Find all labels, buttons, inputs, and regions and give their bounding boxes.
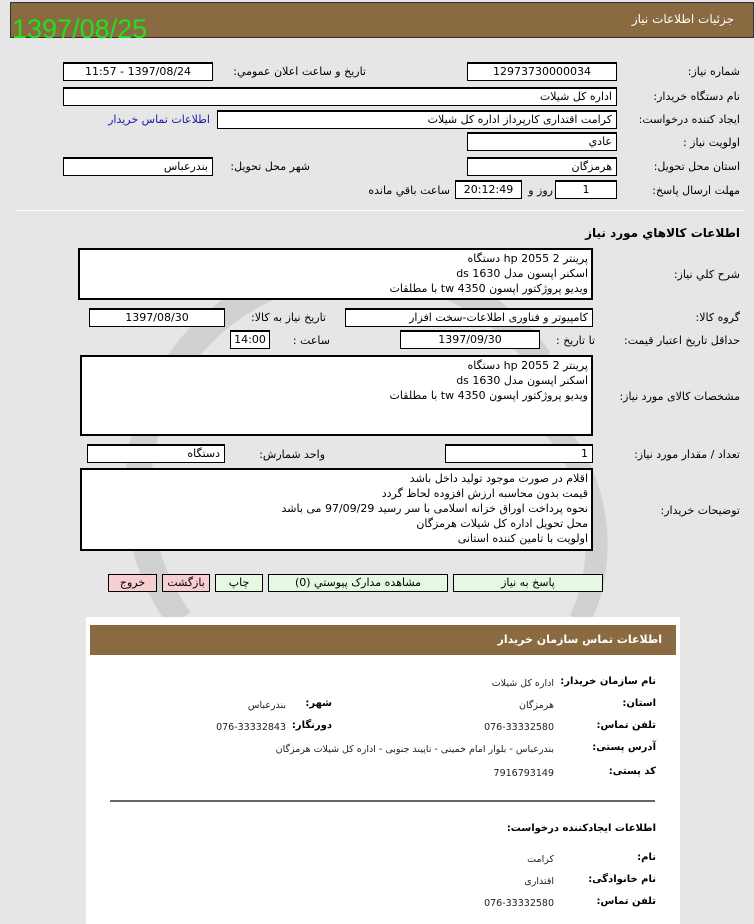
province-contact-label: استان:	[622, 698, 656, 709]
need-number-field[interactable]: 12973730000034	[467, 62, 617, 81]
notes-textarea[interactable]: اقلام در صورت موجود تولید داخل باشد قیمت بدون محاسبه ارزش افزوده لحاظ گردد نحوه پرداخت اوراق خزانه اسلامی با سر رسید 97/09/29 می باشد محل تحویل اداره کل شیلات هرمزگان اولویت با تامین کننده استانی	[80, 468, 593, 551]
specs-label: مشخصات کالای مورد نیاز:	[619, 390, 740, 403]
phone-label: تلفن تماس:	[596, 720, 656, 731]
days-field[interactable]: 1	[555, 180, 617, 199]
validity-label: حداقل تاریخ اعتبار قیمت:	[624, 334, 740, 347]
summary-label: شرح کلي نیاز:	[673, 268, 740, 281]
address-label: آدرس پستی:	[592, 742, 656, 753]
name-value: کرامت	[527, 854, 554, 865]
name-label: نام:	[637, 852, 656, 863]
family-value: اقتداری	[524, 876, 554, 887]
city-contact-value: بندرعباس	[247, 700, 286, 711]
province-field[interactable]: هرمزگان	[467, 157, 617, 176]
divider	[15, 210, 745, 211]
province-contact-value: هرمزگان	[519, 700, 554, 711]
creator-phone-label: تلفن تماس:	[596, 896, 656, 907]
buyer-field[interactable]: اداره کل شیلات	[63, 87, 617, 106]
creator-field[interactable]: کرامت اقتداری کارپرداز اداره کل شیلات	[217, 110, 617, 129]
family-label: نام خانوادگی:	[588, 874, 656, 885]
unit-label: واحد شمارش:	[259, 448, 325, 461]
reply-button[interactable]: پاسخ به نیاز	[453, 574, 603, 592]
to-date-label: تا تاریخ :	[556, 334, 595, 347]
page-title: جزئیات اطلاعات نیاز	[631, 12, 734, 26]
announce-label: تاریخ و ساعت اعلان عمومي:	[233, 65, 366, 78]
postal-label: کد پستی:	[608, 766, 656, 777]
need-date-label: تاریخ نیاز به کالا:	[251, 311, 326, 324]
need-number-label: شماره نیاز:	[687, 65, 740, 78]
announce-field[interactable]: 1397/08/24 - 11:57	[63, 62, 213, 81]
specs-textarea[interactable]: پرینتر 2 hp 2055 دستگاه اسکنر اپسون مدل ds 1630 ویدیو پروژکتور اپسون tw 4350 با مطلقات	[80, 355, 593, 436]
priority-label: اولویت نیاز :	[682, 136, 740, 149]
city-label: شهر محل تحویل:	[230, 160, 310, 173]
fax-value: 076-33332843	[216, 722, 286, 733]
notes-label: توضیحات خریدار:	[660, 504, 740, 517]
attachments-button[interactable]: مشاهده مدارک پیوستي (0)	[268, 574, 448, 592]
contact-title: اطلاعات تماس سازمان خریدار	[497, 633, 662, 646]
contact-divider	[110, 800, 655, 802]
buyer-label: نام دستگاه خریدار:	[653, 90, 740, 103]
phone-value: 076-33332580	[484, 722, 554, 733]
hour-label: ساعت :	[292, 334, 330, 347]
postal-value: 7916793149	[493, 768, 554, 779]
hour-field[interactable]: 14:00	[230, 330, 270, 349]
org-label: نام سازمان خریدار:	[560, 676, 656, 687]
time-remaining-field[interactable]: 20:12:49	[455, 180, 522, 199]
address-value: بندرعباس - بلوار امام خمینی - ناپیند جنوبی - اداره کل شیلات هرمزگان	[275, 744, 554, 755]
qty-field[interactable]: 1	[445, 444, 593, 463]
buyer-contact-link[interactable]: اطلاعات تماس خریدار	[108, 113, 210, 126]
creator-label: ایجاد کننده درخواست:	[638, 113, 740, 126]
need-date-field[interactable]: 1397/08/30	[89, 308, 225, 327]
days-label: روز و	[528, 184, 553, 197]
priority-field[interactable]: عادي	[467, 132, 617, 151]
print-button[interactable]: چاپ	[215, 574, 263, 592]
qty-label: تعداد / مقدار مورد نیاز:	[634, 448, 740, 461]
city-contact-label: شهر:	[305, 698, 332, 709]
remaining-label: ساعت باقي مانده	[368, 184, 450, 197]
province-label: استان محل تحویل:	[653, 160, 740, 173]
fax-label: دورنگار:	[291, 720, 332, 731]
date-stamp: 1397/08/25	[12, 14, 148, 44]
deadline-label: مهلت ارسال پاسخ:	[652, 184, 740, 197]
goods-section-title: اطلاعات کالاهاي مورد نیاز	[585, 226, 740, 240]
to-date-field[interactable]: 1397/09/30	[400, 330, 540, 349]
creator-info-title: اطلاعات ایجادکننده درخواست:	[506, 823, 656, 834]
org-value: اداره کل شیلات	[491, 678, 554, 689]
summary-textarea[interactable]: پرینتر 2 hp 2055 دستگاه اسکنر اپسون مدل ds 1630 ویدیو پروژکتور اپسون tw 4350 با مطلقات	[78, 248, 593, 300]
city-field[interactable]: بندرعباس	[63, 157, 213, 176]
back-button[interactable]: بازگشت	[162, 574, 210, 592]
creator-phone-value: 076-33332580	[484, 898, 554, 909]
group-label: گروه کالا:	[695, 311, 740, 324]
unit-field[interactable]: دستگاه	[87, 444, 225, 463]
exit-button[interactable]: خروج	[108, 574, 157, 592]
contact-panel-header	[90, 625, 676, 655]
group-field[interactable]: کامپیوتر و فناوری اطلاعات-سخت افزار	[345, 308, 593, 327]
